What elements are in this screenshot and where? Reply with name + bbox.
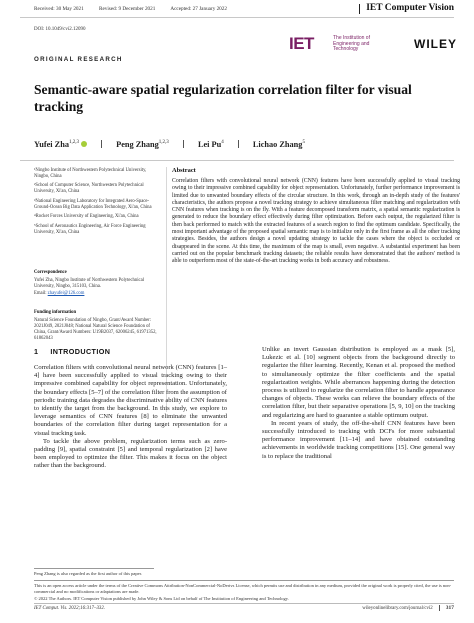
- correspondence: [34, 270, 159, 300]
- footer-rule: [34, 603, 454, 604]
- paragraph: Unlike an invert Gaussian distribution is employed as a mask [5], Lukezic et al. [10] segment objects from the background directly to regularize the filter learning. Recently, Kenan et al. proposed the method to simultaneously optimize the filter coefficients and the spatial regularization weights. While aberrances happening during the detection process is utilized to regularize the correlation filter to handle appearance changes of objects. These works can relieve the boundary effects of the correlation filter, but their separative operations [5, 9, 10] on the tracking and regularizing are hard to guarantee a stable optimum output.: [262, 346, 455, 419]
- header-rule: [20, 17, 454, 18]
- affiliation: ⁵School of Aeronautics Engineering, Air Force Engineering University, Xi'an, China: [34, 223, 146, 235]
- intro-right-column: [262, 346, 455, 461]
- page-number: 317: [439, 605, 454, 611]
- article-type: ORIGINAL RESEARCH: [34, 56, 123, 63]
- author-name[interactable]: Yufei Zha: [34, 140, 69, 149]
- journal-name: IET Computer Vision: [366, 3, 454, 13]
- author-affil: 1,2,3: [158, 140, 169, 146]
- publisher-logos: [289, 33, 457, 55]
- article-dates: [34, 6, 241, 12]
- funding: [34, 310, 159, 345]
- author-divider: [238, 140, 239, 148]
- accepted-date: Accepted: 27 January 2022: [170, 6, 227, 12]
- correspondence-text: Yufei Zha, Ningbo Institute of Northwestern Polytechnical University, Ningbo, 315103, China.: [34, 277, 145, 289]
- abstract: [172, 167, 460, 266]
- email-label: Email:: [34, 290, 47, 296]
- author-list: [34, 140, 305, 149]
- section-number: 1: [34, 347, 39, 356]
- section-title: INTRODUCTION: [50, 347, 111, 356]
- title-rule: [20, 160, 454, 161]
- author-name[interactable]: Lei Pu: [197, 140, 222, 149]
- affiliation: ⁴Rocket Forces University of Engineering, Xi'an, China: [34, 214, 139, 220]
- funding-label: Funding information: [34, 310, 77, 315]
- author-affil: 5: [302, 140, 305, 146]
- copyright-text: © 2022 The Authors. IET Computer Vision published by John Wiley & Sons Ltd on behalf of The Institution of Engineering and Technology.: [34, 596, 289, 601]
- paragraph: Correlation filters with convolutional neural network (CNN) features [1–4] have been successfully applied to visual tracking owing to their impressive combined capability for object representation. Unfortunately, the boundary effects [5–7] of the correlation filter from the assumption of periodic training data degrades the discriminative ability of CNN features to identify the target from the background. In this study, we explore to leverage semantics of CNN features [8] to eliminate the unwanted boundaries of the correlation filter during target representation for a visual tracking task.: [34, 364, 227, 437]
- iet-logo: IET: [289, 34, 314, 53]
- doi[interactable]: DOI: 10.1049/cvi2.12090: [34, 27, 86, 32]
- iet-logo-text: The Institution of Engineering and Technology: [333, 35, 370, 52]
- footnote-rule: [34, 568, 154, 569]
- author-affil: 4: [221, 140, 224, 146]
- abstract-text: Correlation filters with convolutional neural network (CNN) features have been successfully applied to visual tracking owing to their impressive combined capability for object representation. Unfortunately, further performance improvement is limited due to unwanted boundary effects of the circular structure. In this work, through an in-depth study of the features' characteristics, the authors propose a novel tracking strategy to achieve simultaneous filter matching and regularization with CNN features when tracking is on the fly. With a feature decomposed transform matrix, a spatial semantic regularization is generated to reduce the boundary effect effectively during filter optimization. Before each output, the regularized filter is then back performed to match with the extracted features of a search region to find the optimum candidate. Specifically, the most important advantage of the proposed spatial semantic map is to initialize only in the first frame as all the other tracking strategies. Besides, the authors design a novel updating strategy to tackle the cases where the object is occluded or disappeared in the scene. At this time, the maximum of the map is small, even negative. A substantial experiment has been carried out on the popular benchmark tracking datasets; the reliable results have demonstrated that the authors' method is able to outperform most of the state-of-the-art tracking works in both accuracy and robustness.: [172, 178, 460, 265]
- affiliation: ¹Ningbo Institute of Northwestern Polytechnical University, Ningbo, China: [34, 168, 147, 179]
- paragraph: To tackle the above problem, regularization terms such as zero-padding [9], spatial constraint [5] and temporal regularization [2] have been employed to optimize the filter. This makes it focus on the object rather than the background.: [34, 437, 227, 470]
- author-divider: [183, 140, 184, 148]
- abstract-heading: Abstract: [172, 167, 196, 174]
- citation: IET Comput. Vis. 2022;16:317–332.: [34, 606, 106, 611]
- revised-date: Revised: 9 December 2021: [99, 6, 156, 12]
- license-text: This is an open access article under the terms of the Creative Commons Attribution-NonCommercial-NoDerivs License, which permits use and distribution in any medium, provided the original work is properly cited, the use is non-commercial and no modifications or adaptations are made.: [34, 583, 452, 594]
- received-date: Received: 30 May 2021: [34, 6, 84, 12]
- intro-left-column: [34, 364, 227, 471]
- affiliation: ³National Engineering Laboratory for Integrated Aero-Space-Ground-Ocean Big Data Application Technology, Xi'an, China: [34, 198, 152, 210]
- paper-title: Semantic-aware spatial regularization correlation filter for visual tracking: [34, 82, 412, 114]
- author-affil: 1,2,3: [68, 140, 79, 146]
- paragraph: In recent years of study, the off-the-shelf CNN features have been successfully introduced to tracking with DCFs for more substantial performance improvement [11–14] and have obtained outstanding achievements in worldwide tracking competitions [15]. One general way is to replace the traditional: [262, 419, 455, 460]
- author-divider: [101, 140, 102, 148]
- email-link[interactable]: zhayufei@126.com: [47, 290, 85, 296]
- wiley-logo: WILEY: [414, 37, 457, 51]
- affiliations: [34, 168, 159, 239]
- journal-url[interactable]: wileyonlinelibrary.com/journal/cvi2: [362, 606, 433, 611]
- funding-text: Natural Science Foundation of Ningbo, Grant/Award Number: 2021J049, 2021J048; National Natural Science Foundation of China, Grant/Award Numbers: U19B2037, 62006245, 61971352, 61862043: [34, 317, 157, 341]
- author-name[interactable]: Peng Zhang: [116, 140, 159, 149]
- footnote: Peng Zhang is also regarded as the first author of this paper.: [34, 571, 142, 576]
- affiliation: ²School of Computer Science, Northwestern Polytechnical University, Xi'an, China: [34, 183, 144, 195]
- journal-divider: [359, 4, 360, 14]
- orcid-icon[interactable]: [81, 141, 87, 147]
- author-name[interactable]: Lichao Zhang: [252, 140, 303, 149]
- footer-right: [362, 605, 454, 611]
- section-heading: [34, 347, 110, 356]
- license-rule: [34, 580, 454, 581]
- correspondence-label: Correspondence: [34, 270, 67, 275]
